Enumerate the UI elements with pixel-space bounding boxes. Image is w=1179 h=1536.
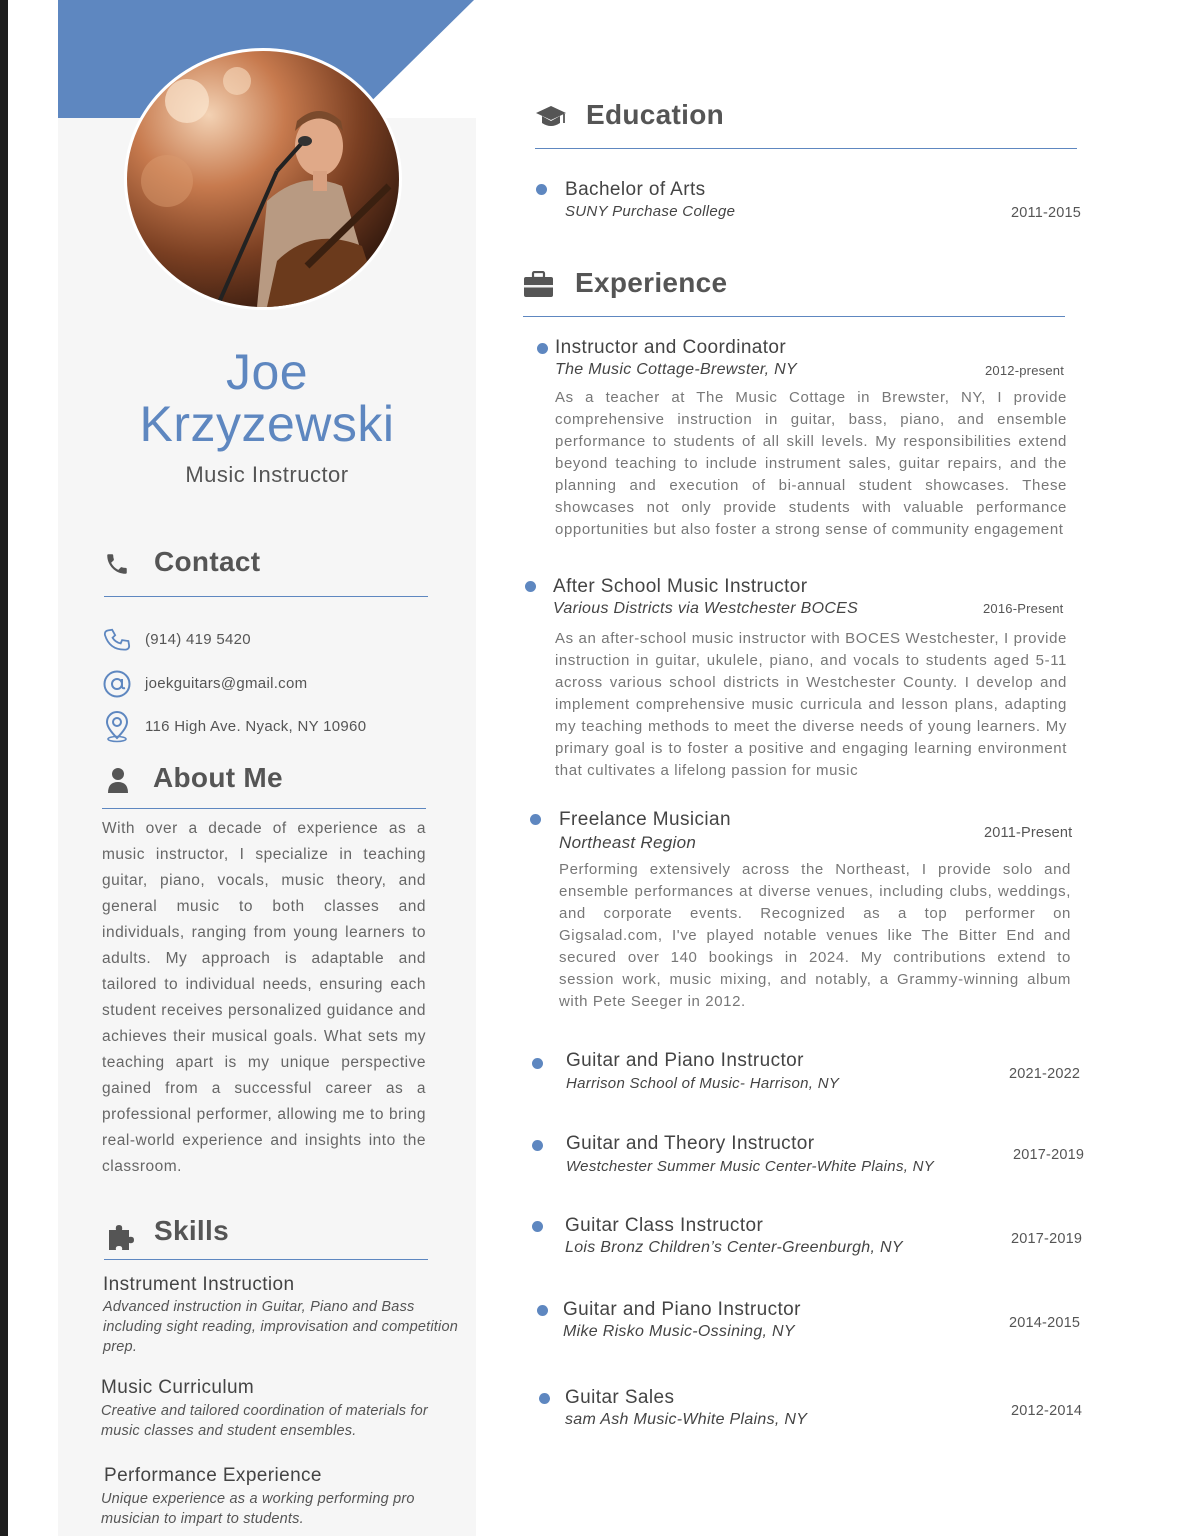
profile-photo [124, 48, 402, 310]
person-icon [106, 766, 130, 794]
education-dates: 2011-2015 [1011, 205, 1082, 221]
bullet-dot [532, 1058, 543, 1069]
bullet-dot [532, 1221, 543, 1232]
about-divider [102, 808, 426, 809]
bullet-dot [537, 1305, 548, 1316]
experience-heading: Experience [575, 267, 728, 298]
education-school: SUNY Purchase College [565, 203, 736, 220]
job-desc-2: As an after-school music instructor with BOCES Westchester, I provide instruction in guitar, ukulele, piano, and vocals to students aged 5-11 across various school districts in Westchester County. I develop and implement comprehensive music curricula and lesson plans, adapting my teaching methods to meet the diverse needs of young learners. My primary goal is to foster a positive and engaging learning environment that cultivates a lifelong passion for music [555, 630, 1067, 779]
graduation-cap-icon [535, 104, 567, 130]
job-org-8: sam Ash Music-White Plains, NY [565, 1411, 808, 1428]
job-dates-3: 2011-Present [984, 825, 1073, 841]
about-text: With over a decade of experience as a music instructor, I specialize in teaching guitar, piano, vocals, music theory, and general music to both classes and individuals, ranging from young learners to adults. My approach is adaptable and tailored to individual needs, ensuring each student receives personalized guidance and achieves their musical goals. What sets my teaching apart is my unique perspective gained from a successful career as a professional performer, allowing me to bring real-world experience and insights into the classroom. [102, 820, 426, 1175]
puzzle-icon [105, 1222, 137, 1254]
bullet-dot [530, 814, 541, 825]
job-dates-6: 2017-2019 [1011, 1231, 1083, 1247]
skill-name: Performance Experience [104, 1465, 322, 1486]
skill-name: Music Curriculum [101, 1377, 255, 1398]
job-title: Music Instructor [185, 462, 349, 487]
job-dates-1: 2012-present [985, 363, 1065, 378]
bullet-dot [536, 184, 547, 195]
contact-address: 116 High Ave. Nyack, NY 10960 [145, 718, 367, 735]
job-title-3: Freelance Musician [559, 809, 731, 830]
job-title-6: Guitar Class Instructor [565, 1215, 764, 1236]
about-heading: About Me [153, 762, 283, 793]
job-desc-1: As a teacher at The Music Cottage in Brewster, NY, I provide comprehensive instruction in guitar, bass, piano, and ensemble performance to students of all skill levels. My responsibilities extend beyond teaching to include instrument sales, guitar repairs, and the planning and execution of bi-annual student showcases. These showcases not only provide students with valuable performance opportunities but also foster a strong sense of community engagement [555, 389, 1067, 538]
musician-photo-icon [127, 51, 399, 307]
briefcase-icon [523, 271, 554, 298]
skill-desc: Advanced instruction in Guitar, Piano and Bass including sight reading, improvisation and competition prep. [103, 1299, 458, 1355]
job-org-2: Various Districts via Westchester BOCES [553, 600, 859, 617]
job-dates-4: 2021-2022 [1009, 1066, 1081, 1082]
phone-icon [104, 551, 130, 577]
job-dates-5: 2017-2019 [1013, 1147, 1085, 1163]
location-pin-icon [102, 711, 132, 743]
first-name: Joe [225, 344, 309, 400]
phone-outline-icon [102, 625, 132, 655]
education-heading: Education [586, 99, 725, 130]
job-title-2: After School Music Instructor [553, 576, 808, 597]
at-sign-icon [102, 669, 132, 699]
bullet-dot [532, 1140, 543, 1151]
bullet-dot [539, 1393, 550, 1404]
education-degree: Bachelor of Arts [565, 179, 706, 200]
job-dates-2: 2016-Present [983, 601, 1064, 616]
contact-email: joekguitars@gmail.com [145, 675, 308, 692]
resume-page [8, 0, 1179, 1536]
job-title-7: Guitar and Piano Instructor [563, 1299, 801, 1320]
job-org-5: Westchester Summer Music Center-White Plains, NY [566, 1158, 935, 1175]
left-edge-bar [0, 0, 8, 1536]
job-desc-3: Performing extensively across the Northeast, I provide solo and ensemble performances at diverse venues, including clubs, weddings, and corporate events. Recognized as a top performer on Gigsalad.com, I've played notable venues like The Bitter End and secured over 140 bookings in 2024. My contributions extend to session work, music mixing, and notably, a Grammy-winning album with Pete Seeger in 2012. [559, 861, 1071, 1010]
bullet-dot [525, 581, 536, 592]
job-org-6: Lois Bronz Children’s Center-Greenburgh, NY [565, 1239, 903, 1256]
job-dates-8: 2012-2014 [1011, 1403, 1083, 1419]
job-org-1: The Music Cottage-Brewster, NY [555, 361, 797, 378]
skill-desc: Creative and tailored coordination of materials for music classes and student ensembles. [101, 1403, 428, 1439]
skills-heading: Skills [154, 1215, 229, 1246]
bullet-dot [537, 343, 548, 354]
job-title-8: Guitar Sales [565, 1387, 675, 1408]
job-dates-7: 2014-2015 [1009, 1315, 1081, 1331]
job-title-4: Guitar and Piano Instructor [566, 1050, 804, 1071]
experience-divider [523, 316, 1065, 317]
skills-divider [104, 1259, 428, 1260]
job-org-3: Northeast Region [559, 833, 697, 852]
skill-desc: Unique experience as a working performing pro musician to impart to students. [101, 1491, 415, 1527]
job-title-1: Instructor and Coordinator [555, 337, 787, 358]
contact-divider [104, 596, 428, 597]
contact-heading: Contact [154, 546, 261, 577]
contact-phone: (914) 419 5420 [145, 631, 251, 648]
skill-name: Instrument Instruction [103, 1274, 295, 1295]
job-org-7: Mike Risko Music-Ossining, NY [563, 1323, 795, 1340]
last-name: Krzyzewski [139, 396, 395, 452]
job-title-5: Guitar and Theory Instructor [566, 1133, 815, 1154]
job-org-4: Harrison School of Music- Harrison, NY [566, 1075, 840, 1092]
education-divider [535, 148, 1077, 149]
